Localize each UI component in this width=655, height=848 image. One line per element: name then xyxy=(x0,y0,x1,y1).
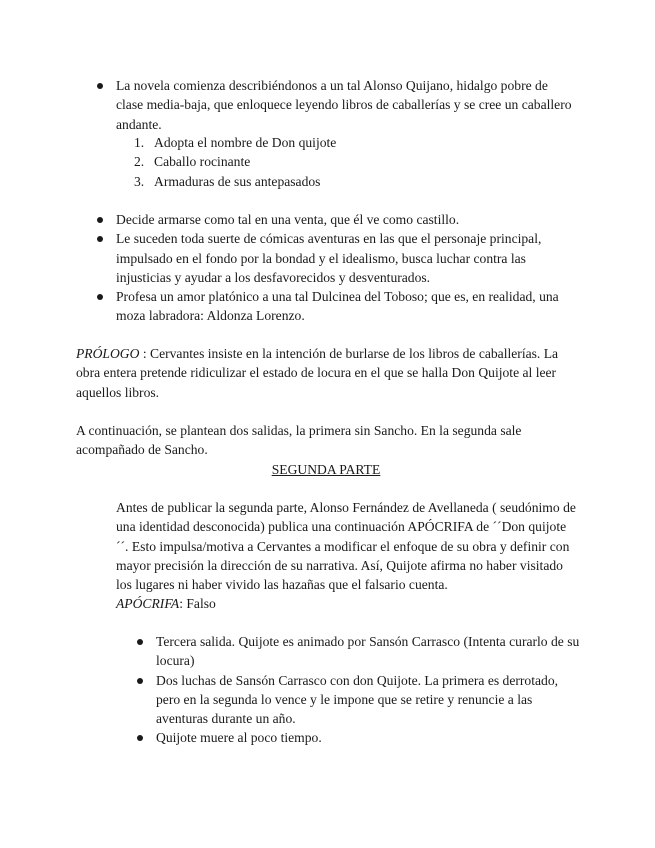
salidas-paragraph xyxy=(76,421,576,460)
list-number: 2. xyxy=(134,154,145,170)
avellaneda-text: Antes de publicar la segunda parte, Alonso Fernández de Avellaneda ( seudónimo de una identidad desconocida) publica una continuación APÓCRIFA de ´´Don quijote´´. Esto impulsa/motiva a Cervantes a modificar el enfoque de su obra y definir con mayor precisión la dirección de su narrativa. Así, Quijote afirma no haber visitado los lugares ni haber vivido las hazañas que el falsario cuenta. xyxy=(116,500,576,593)
list-text: Adopta el nombre de Don quijote xyxy=(154,135,337,150)
avellaneda-paragraph xyxy=(116,498,578,614)
list-number: 1. xyxy=(134,135,145,150)
list-text: Caballo rocinante xyxy=(154,154,251,170)
list-item xyxy=(76,152,576,171)
salidas-text: A continuación, se plantean dos salidas, la primera sin Sancho. En la segunda sale acompañado de Sancho. xyxy=(76,423,522,458)
list-item: La novela comienza describiéndonos a un tal Alonso Quijano, hidalgo pobre de clase media-baja, que enloquece leyendo libros de caballerías y se cree un caballero andante. xyxy=(76,76,576,134)
prologo-paragraph xyxy=(76,344,576,402)
list-item xyxy=(76,172,576,191)
prologo-label: PRÓLOGO xyxy=(76,346,140,361)
apocrifa-text: : Falso xyxy=(179,596,216,612)
tercera-bullet-list xyxy=(116,632,582,748)
list-item: Decide armarse como tal en una venta, que él ve como castillo. xyxy=(76,210,576,229)
segunda-parte-title: SEGUNDA PARTE xyxy=(271,462,381,477)
prologo-text: : Cervantes insiste en la intención de burlarse de los libros de caballerías. La obra entera pretende ridiculizar el estado de locura en el que se halla Don Quijote al leer aquellos libros. xyxy=(76,346,559,400)
list-item: Le suceden toda suerte de cómicas aventuras en las que el personaje principal, impulsado en el fondo por la bondad y el idealismo, busca luchar contra las injusticias y ayudar a los desfavorecidos y desventurados. xyxy=(76,229,576,287)
apocrifa-definition xyxy=(116,594,578,613)
intro-bullet-list xyxy=(76,76,576,134)
list-number: 3. xyxy=(134,173,145,189)
apocrifa-label: APÓCRIFA xyxy=(116,596,180,612)
list-item: Tercera salida. Quijote es animado por Sansón Carrasco (Intenta curarlo de su locura) xyxy=(116,632,582,671)
bullet-list xyxy=(76,210,576,326)
section-title xyxy=(76,460,576,479)
numbered-list xyxy=(76,133,576,191)
list-item: Quijote muere al poco tiempo. xyxy=(116,728,582,747)
list-item: Dos luchas de Sansón Carrasco con don Quijote. La primera es derrotado, pero en la segunda lo vence y le impone que se retire y renuncie a las aventuras durante un año. xyxy=(116,671,582,729)
list-item: Profesa un amor platónico a una tal Dulcinea del Toboso; que es, en realidad, una moza labradora: Aldonza Lorenzo. xyxy=(76,287,576,326)
list-item xyxy=(76,133,576,152)
list-text: Armaduras de sus antepasados xyxy=(154,173,321,189)
